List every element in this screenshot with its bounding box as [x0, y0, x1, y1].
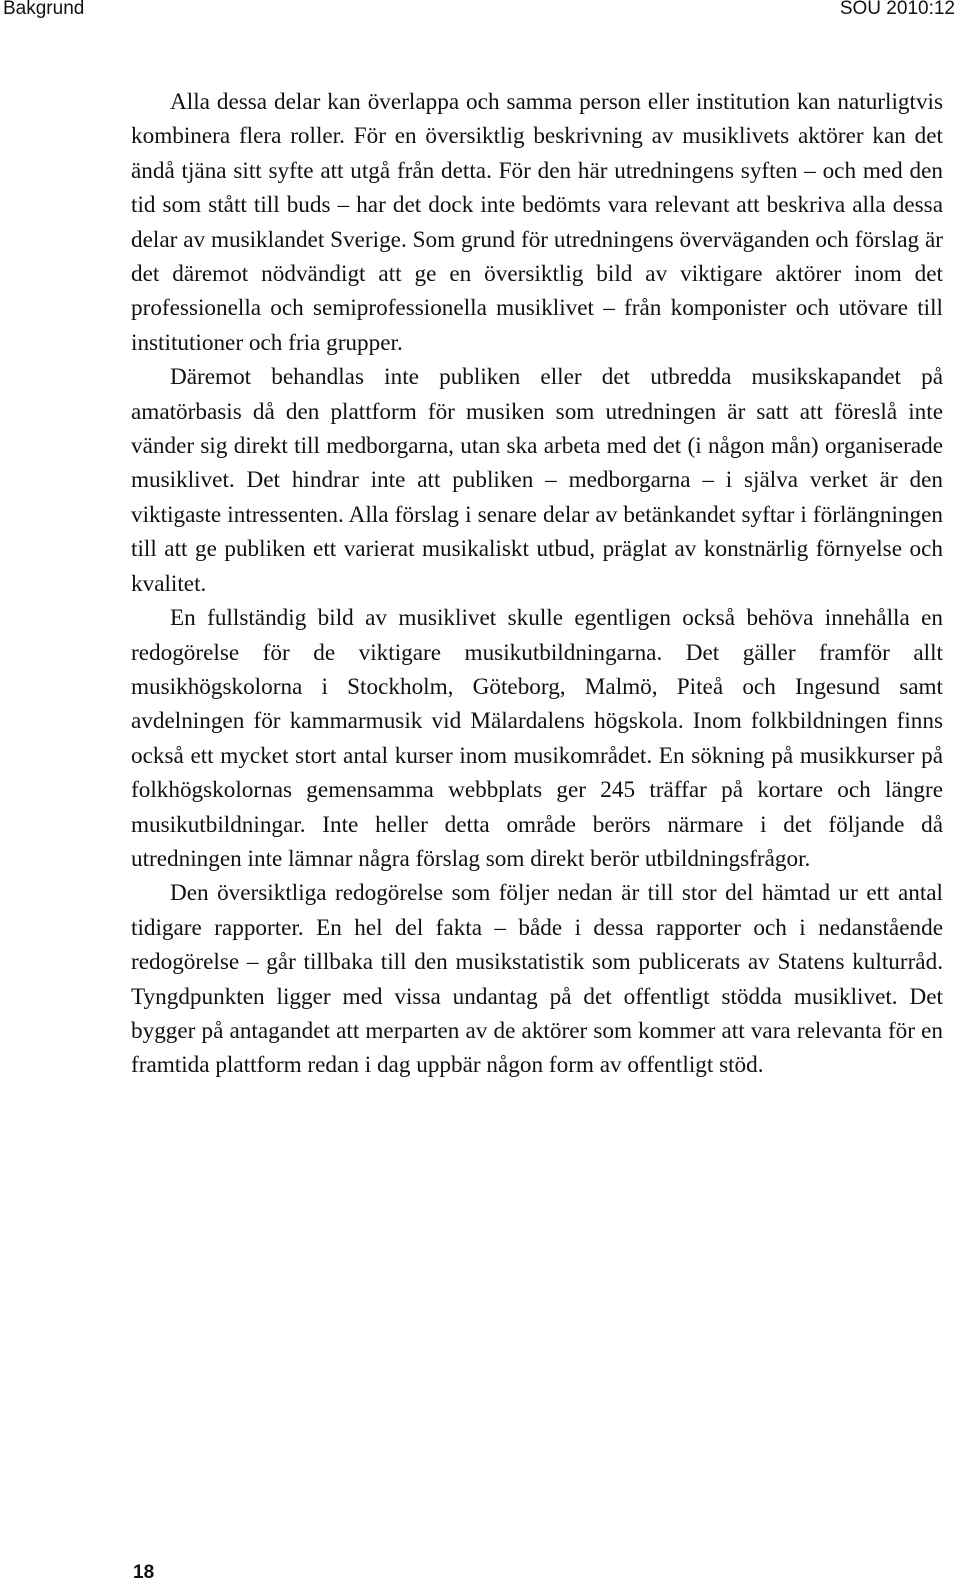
- paragraph-3: En fullständig bild av musiklivet skulle egentligen också behöva innehålla en redogörelse för de viktigare musikutbildningarna. Det gäller framför allt musikhögskolorna i Stockholm, Göteborg, Malmö, Piteå och Ingesund samt avdelningen för kammarmusik vid Mälardalens högskola. Inom folkbildningen finns också ett mycket stort antal kurser inom musikområdet. En sökning på musikkurser på folkhögskolornas gemensamma webbplats ger 245 träffar på kortare och längre musikutbildningar. Inte heller detta område berörs närmare i det följande då utredningen inte lämnar några förslag som direkt berör utbildningsfrågor.: [131, 605, 943, 872]
- section-title: Bakgrund: [3, 0, 85, 19]
- report-id: SOU 2010:12: [839, 0, 955, 19]
- paragraph-2: Däremot behandlas inte publiken eller det utbredda musikskapandet på amatörbasis då den plattform för musiken som utredningen är satt att föreslå inte vänder sig direkt till medborgarna, utan ska arbeta med det (i någon mån) organiserade musiklivet. Det hindrar inte att publiken – medborgarna – i själva verket är den viktigaste intressenten. Alla förslag i senare delar av betänkandet syftar i förlängningen till att ge publiken ett varierat musikaliskt utbud, präglat av konstnärlig förnyelse och kvalitet.: [131, 364, 943, 597]
- paragraph-4: Den översiktliga redogörelse som följer nedan är till stor del hämtad ur ett antal tidigare rapporter. En hel del fakta – både i dessa rapporter och i nedanstående redogörelse – går tillbaka till den musikstatistik som publicerats av Statens kulturråd. Tyngdpunkten ligger med vissa undantag på det offentligt stödda musiklivet. Det bygger på antagandet att merparten av de aktörer som kommer att vara relevanta för en framtida plattform redan i dag uppbär någon form av offentligt stöd.: [131, 880, 943, 1079]
- page-number: 18: [133, 1562, 155, 1583]
- body-text: [131, 85, 943, 1083]
- running-header: [0, 0, 960, 22]
- paragraph-1: Alla dessa delar kan överlappa och samma person eller institution kan naturligtvis kombinera flera roller. För en översiktlig beskrivning av musiklivets aktörer kan det ändå tjäna sitt syfte att utgå från detta. För den här utredningens syften – och med den tid som stått till buds – har det dock inte bedömts vara relevant att beskriva alla dessa delar av musiklandet Sverige. Som grund för utredningens överväganden och förslag är det däremot nödvändigt att ge en översiktlig bild av viktigare aktörer inom det professionella och semiprofessionella musiklivet – från komponister och utövare till institutioner och fria grupper.: [131, 89, 943, 356]
